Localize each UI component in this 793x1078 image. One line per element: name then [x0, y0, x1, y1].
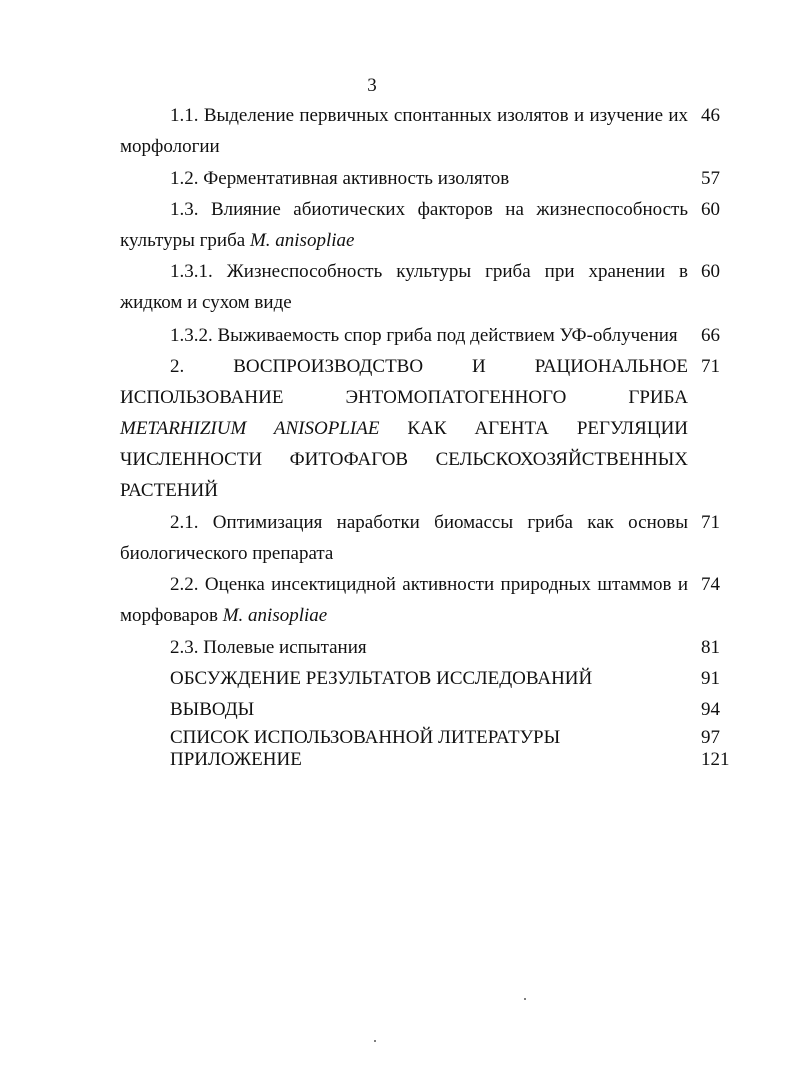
- toc-page-number: 57: [701, 168, 720, 189]
- toc-line: ИСПОЛЬЗОВАНИЕ ЭНТОМОПАТОГЕННОГО ГРИБА: [120, 387, 688, 408]
- toc-entry-1-2: 1.2. Ферментативная активность изолятов: [170, 168, 510, 189]
- toc-page-number: 91: [701, 668, 720, 689]
- toc-entry-1-3-1: [120, 256, 688, 318]
- toc-line: 2.1. Оптимизация наработки биомассы гриба как основы: [170, 512, 688, 533]
- toc-line: РАСТЕНИЙ: [120, 480, 218, 501]
- species-name: M. anisopliae: [249, 230, 355, 251]
- toc-line: METARHIZIUM ANISOPLIAE КАК АГЕНТА РЕГУЛЯЦИИ: [120, 418, 689, 439]
- toc-entry-appendix: ПРИЛОЖЕНИЕ: [170, 749, 302, 770]
- toc-page-number: 94: [701, 699, 720, 720]
- toc-page-number: 121: [701, 749, 730, 770]
- toc-entry-1-1: [120, 100, 688, 162]
- scan-speck: [524, 998, 526, 1000]
- toc-page-number: 66: [701, 325, 720, 346]
- toc-line: 1.3.1. Жизнеспособность культуры гриба при хранении в: [170, 261, 688, 282]
- toc-line: культуры гриба M. anisopliae: [120, 230, 355, 251]
- toc-entry-references: СПИСОК ИСПОЛЬЗОВАННОЙ ЛИТЕРАТУРЫ: [170, 727, 561, 748]
- toc-page-number: 71: [701, 356, 720, 377]
- toc-line: биологического препарата: [120, 543, 334, 564]
- toc-page-number: 97: [701, 727, 720, 748]
- toc-page-number: 46: [701, 105, 720, 126]
- toc-entry-2-2: [120, 569, 688, 631]
- species-name: METARHIZIUM ANISOPLIAE: [120, 418, 380, 439]
- toc-line: морфоваров M. anisopliae: [120, 605, 328, 626]
- toc-line: 1.3. Влияние абиотических факторов на жизнеспособность: [170, 199, 688, 220]
- toc-entry-conclusions: ВЫВОДЫ: [170, 699, 255, 720]
- toc-page-number: 74: [701, 574, 720, 595]
- toc-entry-1-3: [120, 194, 688, 256]
- toc-entry-2: [120, 351, 688, 506]
- page-number: 3: [367, 75, 377, 96]
- toc-line: жидком и сухом виде: [120, 292, 292, 313]
- toc-page-number: 81: [701, 637, 720, 658]
- toc-entry-2-1: [120, 507, 688, 569]
- toc-entry-2-3: 2.3. Полевые испытания: [170, 637, 367, 658]
- toc-page-number: 60: [701, 199, 720, 220]
- toc-line: 1.1. Выделение первичных спонтанных изолятов и изучение их: [170, 105, 688, 126]
- toc-page-number: 71: [701, 512, 720, 533]
- toc-page-number: 60: [701, 261, 720, 282]
- species-name: M. anisopliae: [222, 605, 328, 626]
- toc-entry-1-3-2: 1.3.2. Выживаемость спор гриба под действием УФ-облучения: [170, 325, 678, 346]
- toc-entry-discussion: ОБСУЖДЕНИЕ РЕЗУЛЬТАТОВ ИССЛЕДОВАНИЙ: [170, 668, 593, 689]
- toc-line: 2.2. Оценка инсектицидной активности природных штаммов и: [170, 574, 688, 595]
- scan-speck: [374, 1040, 376, 1042]
- toc-line: морфологии: [120, 136, 220, 157]
- toc-line: 2. ВОСПРОИЗВОДСТВО И РАЦИОНАЛЬНОЕ: [170, 356, 688, 377]
- toc-line: ЧИСЛЕННОСТИ ФИТОФАГОВ СЕЛЬСКОХОЗЯЙСТВЕННЫХ: [120, 449, 688, 470]
